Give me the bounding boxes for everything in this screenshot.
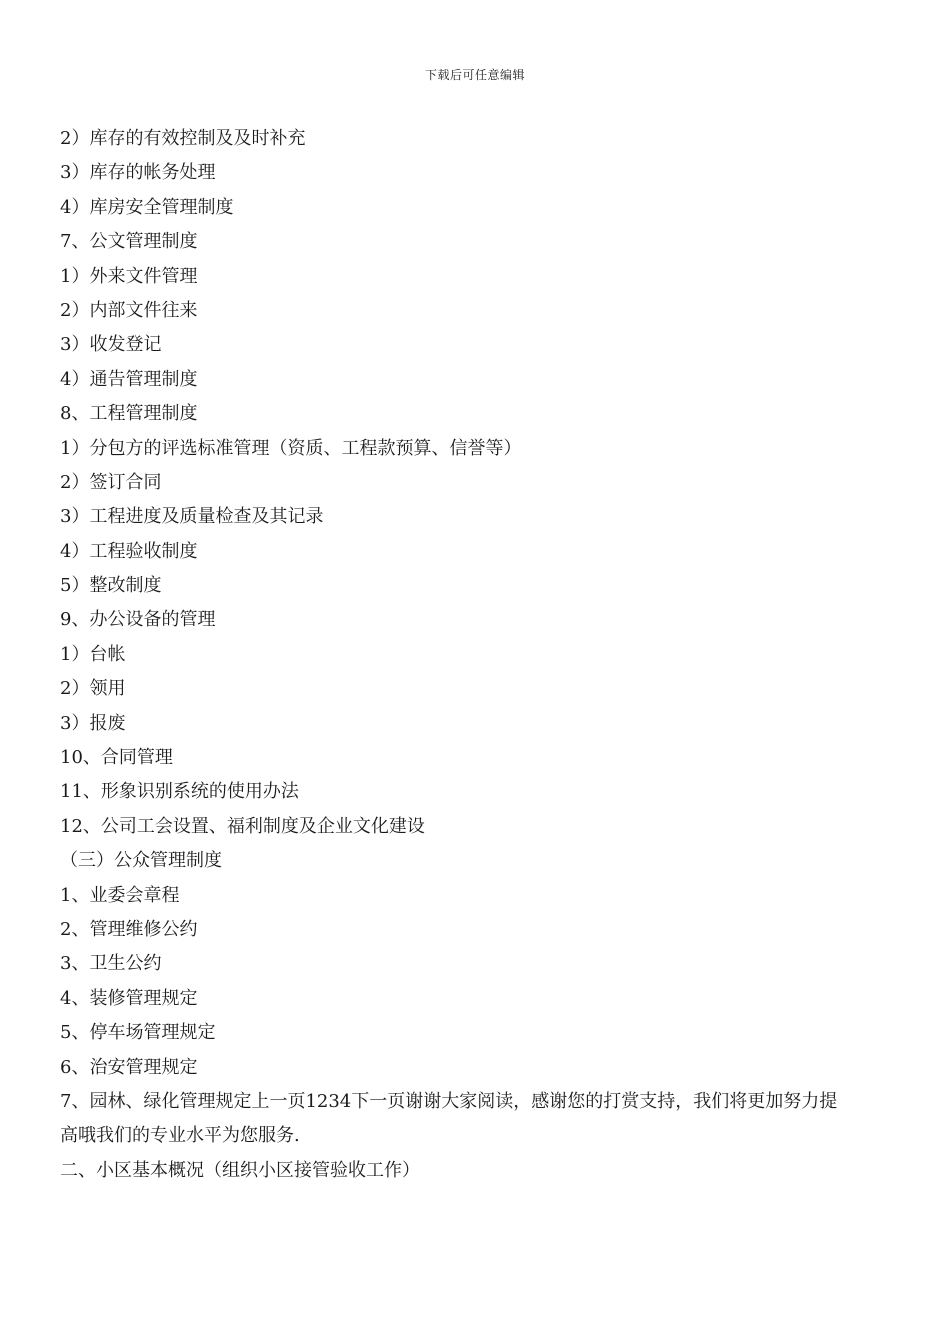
list-item: 1）台帐 xyxy=(60,643,126,665)
list-item: 2）签订合同 xyxy=(60,471,162,493)
list-item: 2）领用 xyxy=(60,678,126,700)
list-item: 2）内部文件往来 xyxy=(60,299,198,321)
paragraph-line: 7、园林、绿化管理规定上一页1234下一页谢谢大家阅读，感谢您的打赏支持，我们将更加努力提 xyxy=(60,1090,838,1112)
chapter-heading: 二、小区基本概况（组织小区接管验收工作） xyxy=(60,1159,420,1181)
section-heading: 12、公司工会设置、福利制度及企业文化建设 xyxy=(60,815,425,837)
list-item: 3）报废 xyxy=(60,712,126,734)
page-header: 下载后可任意编辑 xyxy=(424,68,525,82)
section-heading: 10、合同管理 xyxy=(60,747,173,769)
list-item: 3）工程进度及质量检查及其记录 xyxy=(60,506,324,528)
list-item: 4）库房安全管理制度 xyxy=(60,196,234,218)
list-item: 5）整改制度 xyxy=(60,575,162,597)
list-item: 2）库存的有效控制及及时补充 xyxy=(60,128,306,149)
list-item: 1）外来文件管理 xyxy=(60,265,198,287)
list-item: 4）工程验收制度 xyxy=(60,540,198,562)
list-item: 1）分包方的评选标准管理（资质、工程款预算、信誉等） xyxy=(60,437,522,459)
list-item: 3、卫生公约 xyxy=(60,953,162,975)
list-item: 2、管理维修公约 xyxy=(60,918,198,940)
section-heading: 7、公文管理制度 xyxy=(60,231,198,253)
section-heading: 11、形象识别系统的使用办法 xyxy=(60,781,299,803)
list-item: 1、业委会章程 xyxy=(60,884,180,906)
section-heading: 8、工程管理制度 xyxy=(60,403,198,425)
list-item: 6、治安管理规定 xyxy=(60,1056,198,1078)
section-heading: 9、办公设备的管理 xyxy=(60,609,216,631)
subsection-heading: （三）公众管理制度 xyxy=(60,850,222,872)
list-item: 5、停车场管理规定 xyxy=(60,1022,216,1044)
list-item: 4、装修管理规定 xyxy=(60,987,198,1009)
paragraph-line: 高哦我们的专业水平为您服务. xyxy=(60,1125,300,1147)
list-item: 3）库存的帐务处理 xyxy=(60,162,216,184)
list-item: 3）收发登记 xyxy=(60,334,162,356)
list-item: 4）通告管理制度 xyxy=(60,368,198,390)
document-body xyxy=(60,122,890,1188)
